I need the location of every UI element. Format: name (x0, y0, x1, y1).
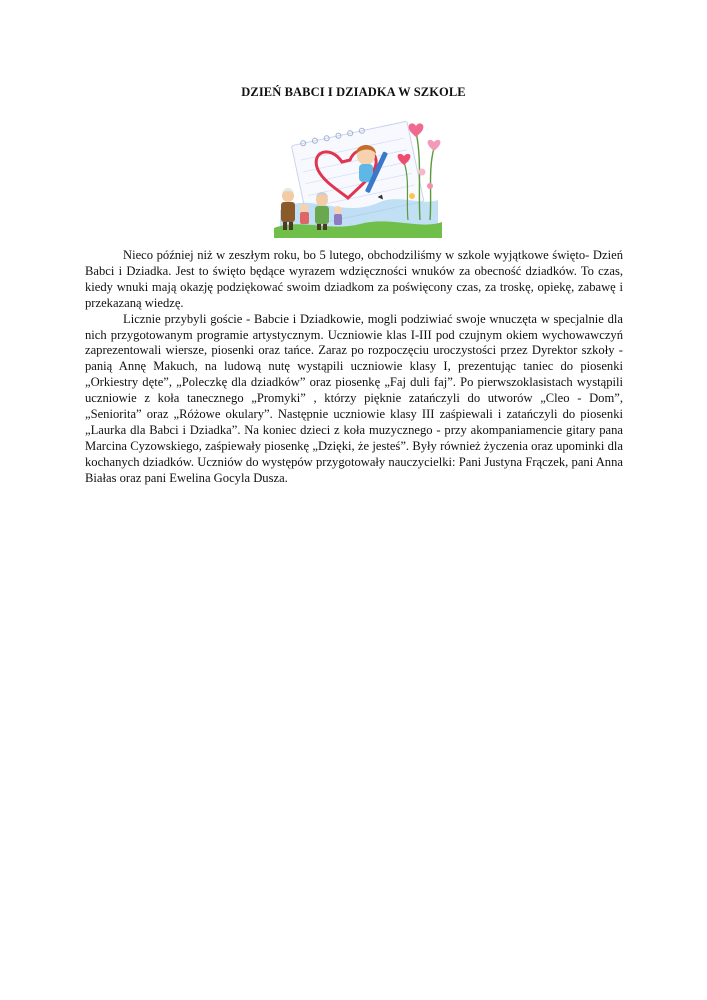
illustration-graphic (270, 110, 445, 238)
paragraph-program: Licznie przybyli goście - Babcie i Dziadkowie, mogli podziwiać swoje wnuczęta w specjalnie dla nich przygotowanym programie artystycznym. Uczniowie klas I-III pod czujnym okiem wychowawczyń zaprezentowali wiersze, piosenki oraz tańce. Zaraz po rozpoczęciu uroczystości przez Dyrektor szkoły - panią Annę Makuch, na ludową nutę wystąpili uczniowie klasy I, prezentując taniec do piosenki „Orkiestry dęte”, „Poleczkę dla dziadków” oraz piosenkę „Faj duli faj”. Po pierwszoklasistach wystąpili uczniowie z koła tanecznego „Promyki” , którzy pięknie zatańczyli do utworów „Cleo - Dom”, „Seniorita” oraz „Różowe okulary”. Następnie uczniowie klasy III zaśpiewali i zatańczyli do piosenki „Laurka dla Babci i Dziadka”. Na koniec dzieci z koła muzycznego - przy akompaniamencie gitary pana Marcina Cyzowskiego, zaśpiewały piosenkę „Dzięki, że jesteś”. Były również życzenia oraz upominki dla kochanych dziadków. Uczniów do występów przygotowały nauczycielki: Pani Justyna Frączek, pani Anna Białas oraz pani Ewelina Gocyla Dusza. (85, 311, 623, 485)
page-title: DZIEŃ BABCI I DZIADKA W SZKOLE (241, 85, 466, 99)
article-body (85, 248, 623, 487)
grandparents-day-illustration (270, 110, 445, 238)
paragraph-intro: Nieco później niż w zeszłym roku, bo 5 lutego, obchodziliśmy w szkole wyjątkowe święto- Dzień Babci i Dziadka. Jest to święto będące wyrazem wdzięczności wnuków za obecność dziadków. To czas, kiedy wnuki mają okazję podziękować swoim dziadkom za poświęcony czas, za troskę, opiekę, zabawę i przekazaną wiedzę. (85, 248, 623, 310)
